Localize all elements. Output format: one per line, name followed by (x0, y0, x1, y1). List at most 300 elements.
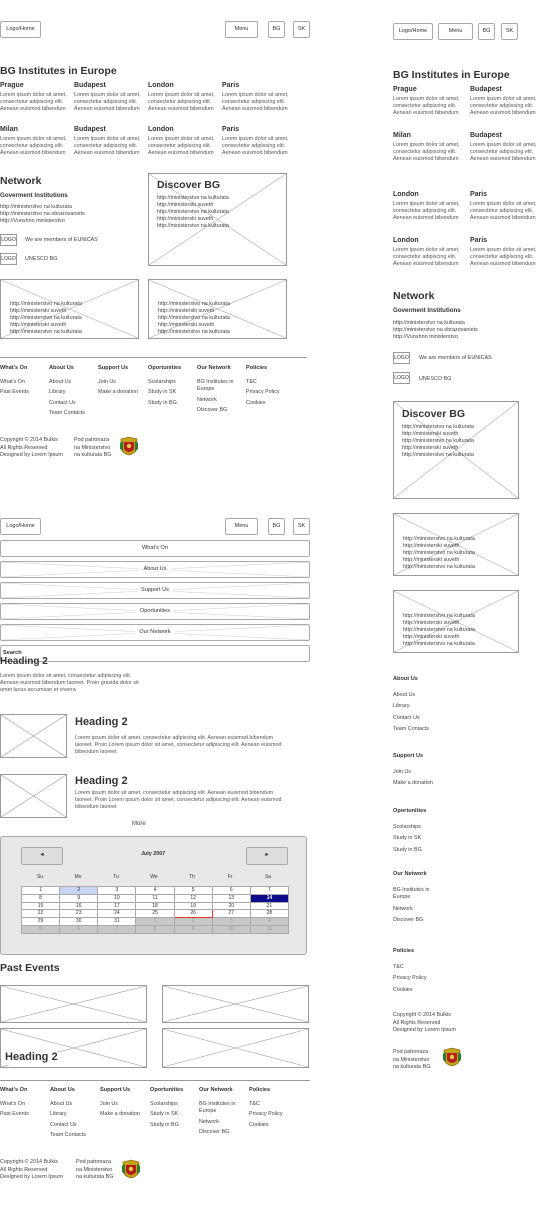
card-link[interactable]: http://ministerski suveth (403, 620, 460, 627)
placeholder-image (163, 986, 308, 1022)
footer-link[interactable]: Join Us (100, 1100, 118, 1107)
calendar-day[interactable]: 28 (250, 910, 288, 918)
calendar-day[interactable]: 2 (60, 887, 98, 895)
institute-card[interactable] (470, 236, 542, 268)
unesco-logo: LOGO (0, 253, 17, 265)
heading-partial: Heading 2 (0, 656, 48, 667)
placeholder-image (163, 1029, 308, 1067)
lang-sk-button[interactable]: SK (501, 23, 518, 40)
footer-divider (0, 1080, 310, 1081)
patronage-line: Pod patronaza (393, 1049, 429, 1055)
copyright-line: Copyright © 2014 Bulkis (393, 1012, 451, 1018)
lang-bg-button[interactable]: BG (478, 23, 495, 40)
footer-col-whats-on (0, 365, 45, 400)
article-thumbnail[interactable] (0, 774, 67, 818)
coat-of-arms-icon (120, 1158, 142, 1180)
calendar-day[interactable]: 23 (60, 910, 98, 918)
calendar-day[interactable]: 20 (212, 902, 250, 910)
institute-card[interactable] (393, 85, 465, 117)
footer-link[interactable]: Study in BG (148, 399, 177, 406)
footer-link[interactable]: Privacy Policy (393, 975, 427, 982)
copyright-text (0, 437, 63, 460)
footer-link[interactable]: Discover BG (199, 1129, 230, 1136)
coat-of-arms-icon (441, 1046, 463, 1068)
footer-link[interactable]: Contact Us (50, 1121, 77, 1128)
institute-card[interactable] (148, 125, 218, 157)
calendar-day[interactable]: 9 (60, 894, 98, 902)
footer-link[interactable]: Library (49, 389, 66, 396)
city-name: London (393, 191, 419, 198)
menu-button[interactable]: Menu (438, 23, 473, 40)
footer-link[interactable]: Team Contacts (49, 410, 85, 417)
institute-card[interactable] (393, 131, 465, 163)
weekday-label: Mo (74, 874, 82, 880)
footer-link[interactable]: Scolarships (150, 1100, 178, 1107)
patronage-text (393, 1049, 430, 1072)
card-link[interactable]: http://ministerstvo na kulturata (403, 550, 475, 557)
card-link[interactable]: http://ministerstvo na kulturata (10, 315, 82, 322)
eunicas-logo: LOGO (393, 352, 410, 364)
calendar-day-other-month[interactable]: 9 (174, 925, 212, 933)
placeholder-image (1, 775, 66, 817)
institute-card[interactable] (393, 236, 465, 268)
institute-card[interactable] (0, 81, 70, 113)
footer-heading: About Us (393, 676, 418, 682)
calendar (0, 836, 307, 955)
footer-heading: What's On (0, 365, 28, 371)
city-text: Lorem ipsum dolor sit amet, consectetur adipiscing elit. Aenean euismod bibendum (470, 247, 537, 268)
footer-link[interactable]: T&C (393, 963, 404, 970)
footer-link[interactable]: BG Institutes in Europe (393, 886, 430, 901)
lang-bg-button[interactable]: BG (268, 518, 285, 535)
calendar-grid (21, 886, 289, 934)
footer-link[interactable]: Study in BG (393, 846, 422, 853)
calendar-day-other-month[interactable]: 7 (98, 925, 136, 933)
city-text: Lorem ipsum dolor sit amet, consectetur adipiscing elit. Aenean euismod bibendum (393, 201, 460, 222)
copyright-line: Designed by Lorem Ipsum (0, 1174, 63, 1181)
calendar-prev-button[interactable]: ◄ (21, 847, 63, 865)
card-link[interactable]: http://ministerski suveth (158, 322, 215, 329)
coat-of-arms-icon (118, 435, 140, 457)
gov-title: Goverment Institutions (393, 307, 461, 314)
card-link[interactable]: http://ministerstvo na kulturata (158, 301, 230, 307)
menu-item-label: About Us (139, 566, 170, 574)
footer-col-policies (393, 948, 427, 998)
lang-sk-button[interactable]: SK (293, 21, 310, 38)
calendar-day[interactable]: 29 (22, 918, 60, 926)
article-text: Lorem ipsum dolor sit amet, consectetur adipiscing elit. Aenean euismod bibendum laoreet. Proin Lorem ipsum dolor sit amet, consectetur adipiscing elit. Aenean euismod bibendum laoreet (75, 735, 282, 756)
institute-card[interactable] (222, 81, 292, 113)
menu-button[interactable]: Menu (225, 518, 258, 535)
city-text: Lorem ipsum dolor sit amet, consectetur adipiscing elit. Aenean euismod bibendum (470, 201, 537, 222)
city-name: Prague (393, 86, 417, 93)
footer-link[interactable]: What's On (0, 378, 25, 385)
calendar-day[interactable]: 5 (174, 887, 212, 895)
footer-col-oportunities (393, 808, 426, 858)
footer-heading: About Us (49, 365, 74, 371)
calendar-day[interactable]: 8 (22, 894, 60, 902)
footer-link[interactable]: What's On (0, 1100, 25, 1107)
footer-link[interactable]: Team Contacts (393, 726, 429, 733)
calendar-day[interactable]: 24 (98, 910, 136, 918)
footer-link[interactable]: Scolarships (393, 823, 421, 830)
footer-col-about-us (50, 1087, 95, 1143)
footer-link[interactable]: Make a donation (100, 1111, 140, 1118)
card-link[interactable]: http://ministerstvo na kulturata (403, 641, 475, 648)
gov-title: Goverment Institutions (0, 192, 68, 199)
event-thumbnail[interactable] (162, 1028, 309, 1068)
copyright-line: All Rights Reserved (393, 1019, 441, 1026)
event-heading[interactable]: Heading 2 (5, 1051, 58, 1063)
institute-card[interactable] (74, 125, 144, 157)
calendar-month: July 2007 (141, 851, 166, 857)
city-text: Lorem ipsum dolor sit amet, consectetur adipiscing elit. Aenean euismod bibendum (470, 96, 537, 117)
city-text: Lorem ipsum dolor sit amet, consectetur adipiscing elit. Aenean euismod bibendum (148, 136, 215, 157)
calendar-day[interactable]: 17 (98, 902, 136, 910)
menu-button[interactable]: Menu (225, 21, 258, 38)
discover-link[interactable]: http://ministerstvo na kulturata (157, 209, 229, 216)
footer-heading: Our Network (199, 1087, 233, 1093)
footer-divider (0, 357, 307, 358)
city-text: Lorem ipsum dolor sit amet, consectetur adipiscing elit. Aenean euismod bibendum (74, 136, 141, 157)
calendar-day[interactable]: 10 (98, 894, 136, 902)
footer-col-oportunities (150, 1087, 195, 1132)
calendar-day[interactable]: 22 (22, 910, 60, 918)
menu-item-support-us[interactable] (0, 582, 310, 599)
gov-link[interactable]: http://ministerstvo na obrazovaniets (393, 327, 478, 334)
city-name: Milan (393, 132, 411, 139)
gov-link[interactable]: http://Vunshno ministerstvo (393, 334, 458, 341)
card-link[interactable]: http://ministerstvo na kulturata (158, 315, 230, 322)
footer-col-support-us (98, 365, 143, 400)
patronage-line: na kulturata BG (76, 1174, 114, 1181)
calendar-day[interactable]: 4 (136, 887, 174, 895)
footer-heading: Oportunities (148, 365, 182, 371)
calendar-day[interactable]: 3 (98, 887, 136, 895)
card-link[interactable]: http://ministerstvo na kulturata (158, 329, 230, 336)
copyright-line: All Rights Reserved (0, 444, 48, 451)
patronage-line: na kulturata BG (74, 452, 112, 459)
institute-card[interactable] (148, 81, 218, 113)
lang-bg-button[interactable]: BG (268, 21, 285, 38)
footer-link[interactable]: Library (393, 703, 410, 710)
calendar-day[interactable]: 25 (136, 910, 174, 918)
calendar-day[interactable]: 27 (212, 910, 250, 918)
copyright-line: Copyright © 2014 Bulkis (0, 437, 58, 443)
calendar-next-button[interactable]: ► (246, 847, 288, 865)
weekday-label: Fr (227, 874, 233, 880)
city-text: Lorem ipsum dolor sit amet, consectetur adipiscing elit. Aenean euismod bibendum (148, 92, 215, 113)
institutes-title: BG Institutes in Europe (0, 65, 117, 77)
city-name: London (148, 126, 174, 133)
gov-link[interactable]: http://Vunshno ministerstvo (0, 218, 65, 225)
card-link[interactable]: http://ministerski suveth (403, 557, 460, 564)
weekday-label: We (150, 874, 158, 880)
logo-home-button[interactable]: Logo/Home (393, 23, 433, 40)
calendar-day[interactable]: 12 (174, 894, 212, 902)
calendar-day[interactable]: 31 (98, 918, 136, 926)
footer-col-support-us (393, 753, 433, 792)
menu-item-whats-on[interactable] (0, 540, 310, 557)
footer-heading: What's On (0, 1087, 28, 1093)
network-title: Network (393, 290, 435, 302)
card-link[interactable]: http://ministerstvo na kulturata (403, 536, 475, 542)
calendar-day-other-month[interactable]: 11 (250, 925, 288, 933)
footer-heading: Our Network (393, 871, 427, 877)
footer-col-whats-on (0, 1087, 45, 1122)
calendar-day-other-month[interactable]: 3 (212, 918, 250, 926)
calendar-day[interactable]: 18 (136, 902, 174, 910)
menu-item-label: What's On (138, 545, 172, 553)
card-link[interactable]: http://ministerski suveth (10, 322, 67, 329)
card-link[interactable]: http://ministerstvo na kulturata (10, 329, 82, 336)
city-text: Lorem ipsum dolor sit amet, consectetur adipiscing elit. Aenean euismod bibendum (222, 136, 289, 157)
weekday-label: Sa (264, 874, 272, 880)
footer-link[interactable]: Library (50, 1111, 67, 1118)
footer-link[interactable]: T&C (246, 378, 257, 385)
eunicas-text: We are members of EUNICAS (419, 355, 492, 361)
article-thumbnail[interactable] (0, 714, 67, 758)
footer-heading: Policies (393, 948, 415, 954)
calendar-day-other-month[interactable]: 8 (136, 925, 174, 933)
footer-link[interactable]: Study in SK (150, 1111, 179, 1118)
footer-heading: Support Us (98, 365, 129, 371)
article-heading[interactable]: Heading 2 (75, 775, 128, 787)
patronage-line: Pod patronaza (74, 437, 110, 443)
card-link[interactable]: http://ministerski suveth (403, 543, 460, 550)
gov-link[interactable]: http://ministerstvo na kulturata (0, 204, 72, 210)
calendar-day-other-month[interactable]: 5 (22, 925, 60, 933)
institute-card[interactable] (470, 131, 542, 163)
city-text: Lorem ipsum dolor sit amet, consectetur adipiscing elit. Aenean euismod bibendum (0, 92, 67, 113)
logo-home-button[interactable]: Logo/Home (0, 21, 41, 38)
discover-link[interactable]: http://ministerski suveth (157, 202, 214, 209)
menu-item-our-network[interactable] (0, 624, 310, 641)
footer-link[interactable]: BG Institutes in Europe (199, 1100, 236, 1115)
menu-item-about-us[interactable] (0, 561, 310, 578)
discover-card[interactable] (393, 401, 519, 499)
footer-link[interactable]: Join Us (393, 768, 411, 775)
institutes-title: BG Institutes in Europe (393, 69, 510, 81)
gov-link[interactable]: http://ministerstvo na kulturata (393, 320, 465, 326)
placeholder-image (1, 986, 146, 1022)
search-input[interactable]: Search (0, 645, 310, 662)
city-name: Budapest (470, 86, 502, 93)
patronage-line: na Ministerstvo (393, 1056, 430, 1063)
institute-card[interactable] (393, 190, 465, 222)
footer-link[interactable]: Past Events (0, 1111, 29, 1118)
city-name: Prague (0, 82, 24, 89)
calendar-day-today[interactable]: 26 (174, 910, 212, 918)
institute-card[interactable] (0, 125, 70, 157)
city-name: Milan (0, 126, 18, 133)
footer-link[interactable]: Study in SK (148, 389, 177, 396)
footer-link[interactable]: Privacy Policy (249, 1111, 283, 1118)
past-events-title: Past Events (0, 962, 60, 974)
footer-col-about-us (393, 676, 429, 738)
city-name: Paris (470, 191, 488, 198)
city-name: Paris (222, 82, 240, 89)
footer-heading: Support Us (100, 1087, 131, 1093)
institute-card[interactable] (74, 81, 144, 113)
footer-link[interactable]: Make a donation (393, 780, 433, 787)
network-title: Network (0, 175, 42, 187)
city-name: Budapest (470, 132, 502, 139)
city-text: Lorem ipsum dolor sit amet, consectetur adipiscing elit. Aenean euismod bibendum (470, 142, 537, 163)
footer-link[interactable]: BG Institutes in Europe (197, 378, 234, 393)
city-name: Paris (222, 126, 240, 133)
copyright-line: Designed by Lorem Ipsum (393, 1027, 456, 1034)
calendar-day[interactable]: 1 (22, 887, 60, 895)
footer-heading: Our Network (197, 365, 231, 371)
discover-title: Discover BG (157, 179, 221, 191)
calendar-day[interactable]: 13 (212, 894, 250, 902)
patronage-line: na Ministerstvo (74, 444, 111, 451)
calendar-day-other-month[interactable]: 4 (250, 918, 288, 926)
link-card[interactable] (0, 279, 139, 339)
discover-card[interactable] (148, 173, 287, 266)
footer-col-our-network (197, 365, 237, 418)
discover-link[interactable]: http://ministerstvo na kulturata (157, 195, 229, 201)
footer-link[interactable]: Network (197, 396, 217, 403)
footer-link[interactable]: Team Contacts (50, 1132, 86, 1139)
calendar-day-other-month[interactable]: 6 (60, 925, 98, 933)
footer-link[interactable]: Privacy Policy (246, 389, 280, 396)
article-heading[interactable]: Heading 2 (75, 716, 128, 728)
link-card[interactable] (393, 590, 519, 653)
link-card[interactable] (148, 279, 287, 339)
lang-sk-button[interactable]: SK (293, 518, 310, 535)
calendar-day[interactable]: 21 (250, 902, 288, 910)
footer-link[interactable]: About Us (393, 691, 416, 698)
footer-link[interactable]: Study in BG (150, 1121, 179, 1128)
event-thumbnail[interactable] (0, 985, 147, 1023)
footer-link[interactable]: About Us (49, 378, 72, 385)
footer-link[interactable]: Network (199, 1118, 219, 1125)
logo-home-button[interactable]: Logo/Home (0, 518, 41, 535)
more-link[interactable]: More (132, 821, 146, 827)
institute-card[interactable] (222, 125, 292, 157)
footer-col-our-network (393, 871, 453, 929)
footer-heading: Support Us (393, 753, 424, 759)
footer-link[interactable]: Study in SK (393, 835, 422, 842)
narrow-wireframe (393, 0, 537, 1207)
footer-link[interactable]: Cookies (393, 986, 413, 993)
footer-link[interactable]: Contact Us (49, 399, 76, 406)
intro-text: Lorem ipsum dolor sit amet, consectetur adipiscing elit. Aenean euismod bibendum laoreet. Proin gravida dolor sit amet lacus accumsan et viverra (0, 673, 139, 694)
footer-col-support-us (100, 1087, 145, 1122)
calendar-day[interactable]: 11 (136, 894, 174, 902)
eunicas-logo: LOGO (0, 234, 17, 246)
institute-card[interactable] (470, 85, 542, 117)
calendar-day-other-month[interactable]: 1 (136, 918, 174, 926)
footer-col-about-us (49, 365, 94, 421)
footer-link[interactable]: Join Us (98, 378, 116, 385)
institute-card[interactable] (470, 190, 542, 222)
footer-link[interactable]: Scolarships (148, 378, 176, 385)
copyright-text (0, 1159, 63, 1182)
card-link[interactable]: http://ministerstvo na kulturata (403, 564, 475, 571)
discover-link[interactable]: http://ministerstvo na kulturata (402, 438, 474, 445)
discover-link[interactable]: http://ministerstvo na kulturata (402, 424, 474, 430)
city-text: Lorem ipsum dolor sit amet, consectetur adipiscing elit. Aenean euismod bibendum (74, 92, 141, 113)
calendar-day-selected[interactable]: 14 (250, 894, 288, 902)
event-thumbnail[interactable] (0, 1028, 147, 1068)
footer-link[interactable]: Network (393, 905, 413, 912)
event-thumbnail[interactable] (162, 985, 309, 1023)
card-link[interactable]: http://ministerski suveth (10, 308, 67, 315)
footer-link[interactable]: Discover BG (197, 407, 228, 414)
city-text: Lorem ipsum dolor sit amet, consectetur adipiscing elit. Aenean euismod bibendum (393, 96, 460, 117)
calendar-day[interactable]: 6 (212, 887, 250, 895)
weekday-label: Tu (113, 874, 119, 880)
city-name: London (148, 82, 174, 89)
discover-link[interactable]: http://ministerstvo na kulturata (402, 452, 474, 459)
copyright-line: Copyright © 2014 Bulkis (0, 1159, 58, 1165)
calendar-day[interactable]: 16 (60, 902, 98, 910)
footer-heading: Policies (249, 1087, 271, 1093)
card-link[interactable]: http://ministerstvo na kulturata (10, 301, 82, 307)
card-link[interactable]: http://ministerstvo na kulturata (403, 627, 475, 634)
link-card[interactable] (393, 513, 519, 576)
gov-link[interactable]: http://ministerstvo na obrazovaniets (0, 211, 85, 218)
footer-link[interactable]: Make a donation (98, 389, 138, 396)
discover-link[interactable]: http://ministerski suveth (157, 216, 214, 223)
footer-heading: Oportunities (393, 808, 427, 814)
article-text: Lorem ipsum dolor sit amet, consectetur adipiscing elit. Aenean euismod bibendum laoreet. Proin Lorem ipsum dolor sit amet, consectetur adipiscing elit. Aenean euismod bibendum laoreet (75, 790, 282, 811)
city-name: Budapest (74, 82, 106, 89)
menu-item-label: Support Us (137, 587, 173, 595)
calendar-day[interactable]: 7 (250, 887, 288, 895)
calendar-day[interactable]: 19 (174, 902, 212, 910)
footer-link[interactable]: Past Events (0, 389, 29, 396)
calendar-day-other-month[interactable]: 2 (174, 918, 212, 926)
copyright-line: Designed by Lorem Ipsum (0, 452, 63, 459)
discover-link[interactable]: http://ministerstvo na kulturata (157, 223, 229, 230)
footer-link[interactable]: Contact Us (393, 714, 420, 721)
calendar-day[interactable]: 15 (22, 902, 60, 910)
footer-col-our-network (199, 1087, 239, 1140)
weekday-label: Th (189, 874, 195, 880)
footer-col-oportunities (148, 365, 193, 410)
menu-item-label: Oportunities (136, 608, 174, 616)
card-link[interactable]: http://ministerski suveth (403, 634, 460, 641)
footer-col-policies (249, 1087, 304, 1132)
discover-link[interactable]: http://ministerski suveth (402, 431, 459, 438)
footer-link[interactable]: Cookies (249, 1121, 269, 1128)
city-name: London (393, 237, 419, 244)
menu-item-label: Our Network (135, 629, 174, 637)
unesco-text: UNESCO BG (25, 256, 58, 262)
footer-link[interactable]: T&C (249, 1100, 260, 1107)
city-text: Lorem ipsum dolor sit amet, consectetur adipiscing elit. Aenean euismod bibendum (0, 136, 67, 157)
patronage-text (74, 437, 111, 460)
menu-item-oportunities[interactable] (0, 603, 310, 620)
card-link[interactable]: http://ministerstvo na kulturata (403, 613, 475, 619)
footer-heading: Oportunities (150, 1087, 184, 1093)
footer-col-policies (246, 365, 301, 410)
calendar-day-other-month[interactable]: 10 (212, 925, 250, 933)
patronage-line: na Ministerstvo (76, 1166, 113, 1173)
city-text: Lorem ipsum dolor sit amet, consectetur adipiscing elit. Aenean euismod bibendum (222, 92, 289, 113)
footer-link[interactable]: About Us (50, 1100, 73, 1107)
card-link[interactable]: http://ministerski suveth (158, 308, 215, 315)
calendar-day[interactable]: 30 (60, 918, 98, 926)
footer-link[interactable]: Discover BG (393, 917, 424, 924)
unesco-logo: LOGO (393, 372, 410, 384)
discover-link[interactable]: http://ministerski suveth (402, 445, 459, 452)
footer-link[interactable]: Cookies (246, 399, 266, 406)
